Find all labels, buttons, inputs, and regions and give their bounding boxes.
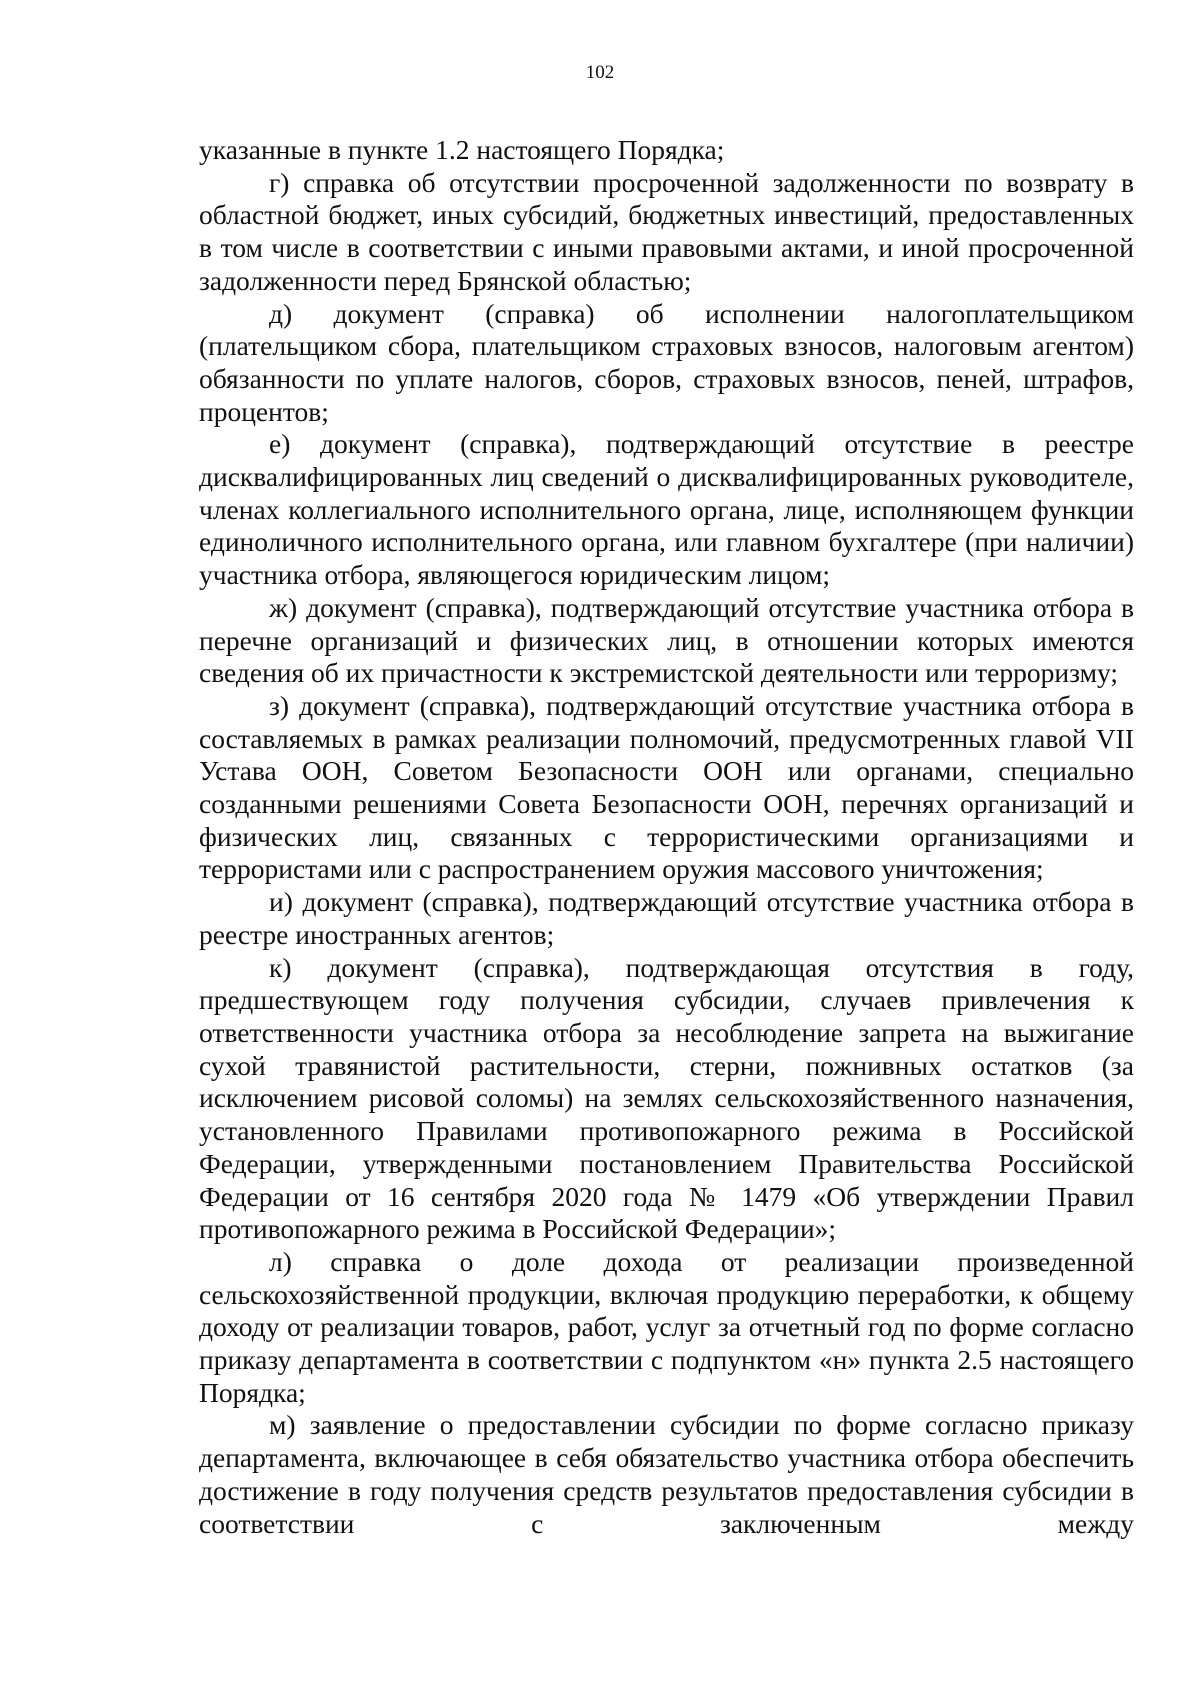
paragraph-item-i: и) документ (справка), подтверждающий отсутствие участника отбора в реестре иностранных агентов; xyxy=(199,886,1134,950)
document-body xyxy=(199,134,1134,1540)
paragraph-item-l: л) справка о доле дохода от реализации произведенной сельскохозяйственной продукции, включая продукцию переработки, к общему доходу от реализации товаров, работ, услуг за отчетный год по форме согласно приказу департамента в соответствии с подпунктом «н» пункта 2.5 настоящего Порядка; xyxy=(199,1245,1134,1408)
paragraph-intro: указанные в пункте 1.2 настоящего Порядка; xyxy=(199,134,725,165)
paragraph-item-e: е) документ (справка), подтверждающий отсутствие в реестре дисквалифицированных лиц сведений о дисквалифицированных руководителе, членах коллегиального исполнительного органа, лице, исполняющем функции единоличного исполнительного органа, или главном бухгалтере (при наличии) участника отбора, являющегося юридическим лицом; xyxy=(199,428,1134,591)
paragraph-item-z: з) документ (справка), подтверждающий отсутствие участника отбора в составляемых в рамках реализации полномочий, предусмотренных главой VII Устава ООН, Советом Безопасности ООН или органами, специально созданными решениями Совета Безопасности ООН, перечнях организаций и физических лиц, связанных с террористическими организациями и террористами или с распространением оружия массового уничтожения; xyxy=(199,689,1134,885)
paragraph-item-k: к) документ (справка), подтверждающая отсутствия в году, предшествующем году получения субсидии, случаев привлечения к ответственности участника отбора за несоблюдение запрета на выжигание сухой травянистой растительности, стерни, пожнивных остатков (за исключением рисовой соломы) на землях сельскохозяйственного назначения, установленного Правилами противопожарного режима в Российской Федерации, утвержденными постановлением Правительства Российской Федерации от 16 сентября 2020 года № 1479 «Об утверждении Правил противопожарного режима в Российской Федерации»; xyxy=(199,951,1134,1245)
paragraph-item-d: д) документ (справка) об исполнении налогоплательщиком (плательщиком сбора, плательщиком страховых взносов, налоговым агентом) обязанности по уплате налогов, сборов, страховых взносов, пеней, штрафов, процентов; xyxy=(199,297,1134,427)
paragraph-item-zh: ж) документ (справка), подтверждающий отсутствие участника отбора в перечне организаций и физических лиц, в отношении которых имеются сведения об их причастности к экстремистской деятельности или терроризму; xyxy=(199,591,1134,689)
paragraph-item-m: м) заявление о предоставлении субсидии по форме согласно приказу департамента, включающее в себя обязательство участника отбора обеспечить достижение в году получения средств результатов предоставления субсидии в соответствии с заключенным между xyxy=(199,1409,1134,1539)
page-number: 102 xyxy=(585,62,615,83)
paragraph-item-g: г) справка об отсутствии просроченной задолженности по возврату в областной бюджет, иных субсидий, бюджетных инвестиций, предоставленных в том числе в соответствии с иными правовыми актами, и иной просроченной задолженности перед Брянской областью; xyxy=(199,166,1134,296)
